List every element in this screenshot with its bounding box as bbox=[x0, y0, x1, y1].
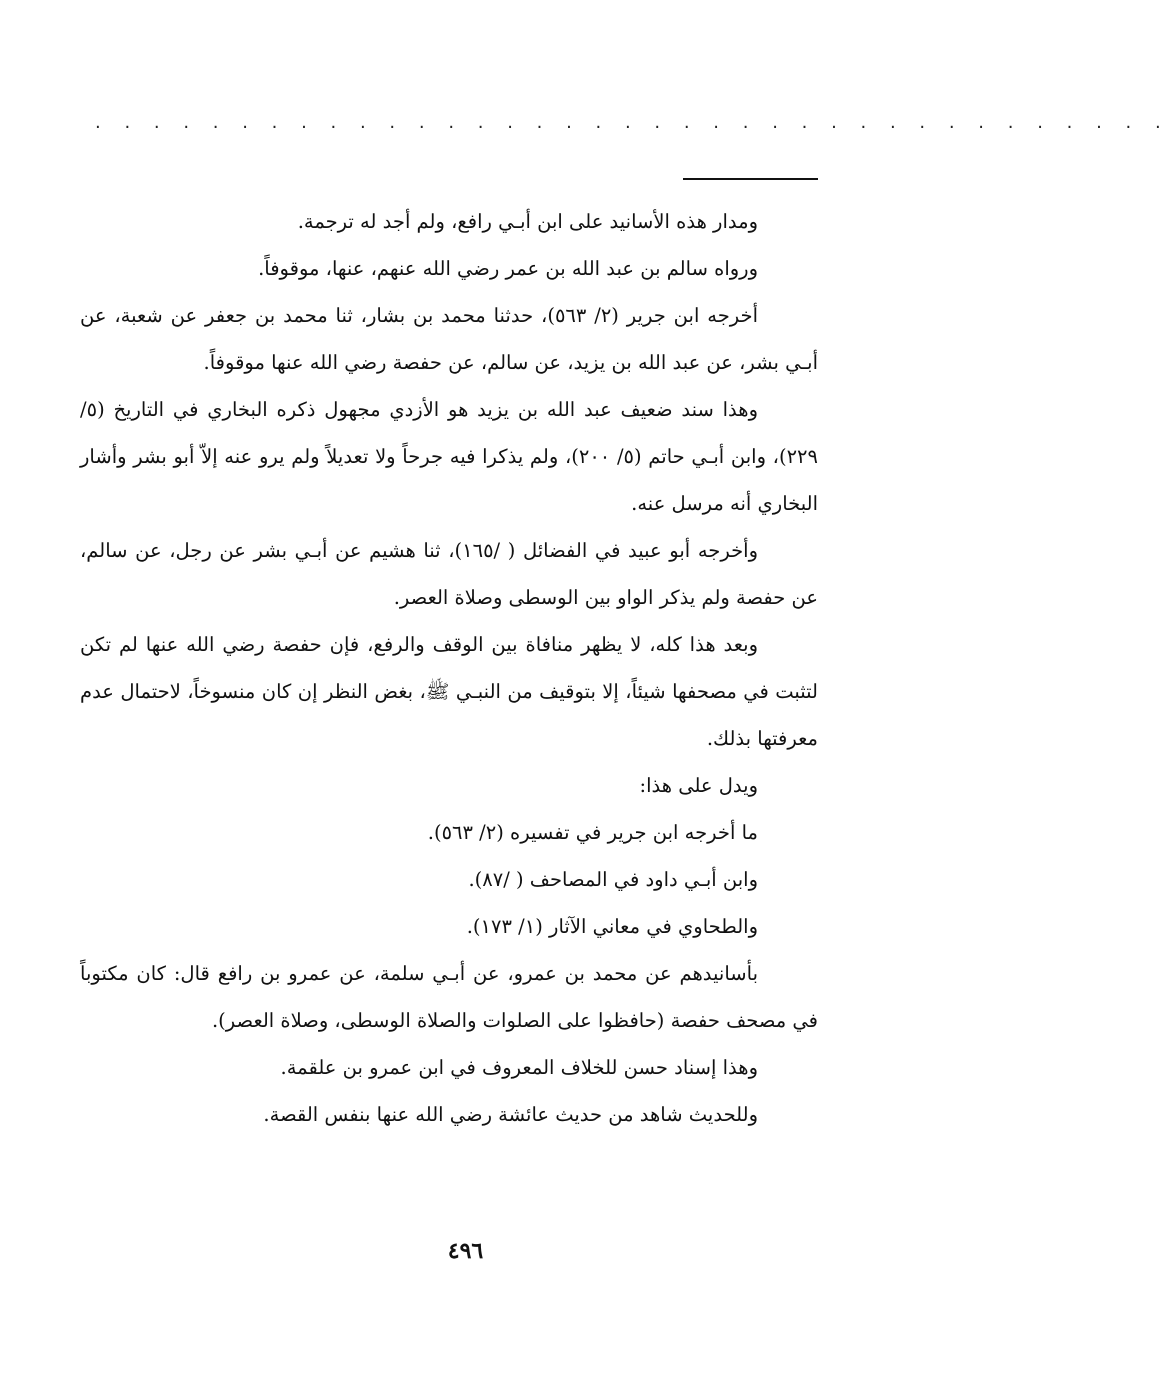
dotted-separator: . . . . . . . . . . . . . . . . . . . . . . . . . . . . . . . . . . . . . bbox=[95, 112, 1170, 133]
paragraph-ibn-jarir: أخرجه ابن جرير (٢/ ٥٦٣)، حدثنا محمد بن بشار، ثنا محمد بن جعفر عن شعبة، عن أبـي بشر، عن عبد الله بن يزيد، عن سالم، عن حفصة رضي الله عنها موقوفاً. bbox=[80, 304, 818, 374]
paragraph-isnad-note: ومدار هذه الأسانيد على ابن أبـي رافع، ولم أجد له ترجمة. bbox=[297, 210, 758, 233]
paragraph-abu-ubaid: وأخرجه أبو عبيد في الفضائل ( /١٦٥)، ثنا هشيم عن أبـي بشر عن رجل، عن سالم، عن حفصة ولم يذكر الواو بين الوسطى وصلاة العصر. bbox=[80, 539, 818, 609]
paragraph-aisha-witness: وللحديث شاهد من حديث عائشة رضي الله عنها بنفس القصة. bbox=[263, 1103, 758, 1126]
page-body bbox=[80, 198, 818, 1138]
paragraph-chains: بأسانيدهم عن محمد بن عمرو، عن أبـي سلمة، عن عمرو بن رافع قال: كان مكتوباً في مصحف حفصة (حافظوا على الصلوات والصلاة الوسطى، وصلاة العصر). bbox=[80, 962, 818, 1032]
paragraph-source-masahif: وابن أبـي داود في المصاحف ( /٨٧). bbox=[468, 868, 758, 891]
paragraph-source-tahawi: والطحاوي في معاني الآثار (١/ ١٧٣). bbox=[466, 915, 758, 938]
paragraph-salim-narration: ورواه سالم بن عبد الله بن عمر رضي الله عنهم، عنها، موقوفاً. bbox=[258, 257, 758, 280]
footnote-rule bbox=[683, 178, 818, 180]
page-number: ٤٩٦ bbox=[447, 1238, 484, 1264]
paragraph-source-tafsir: ما أخرجه ابن جرير في تفسيره (٢/ ٥٦٣). bbox=[427, 821, 758, 844]
paragraph-conclusion: وبعد هذا كله، لا يظهر منافاة بين الوقف والرفع، فإن حفصة رضي الله عنها لم تكن لتثبت في مصحفها شيئاً، إلا بتوقيف من النبـي ﷺ، بغض النظر إن كان منسوخاً، لاحتمال عدم معرفتها بذلك. bbox=[80, 633, 818, 750]
paragraph-hasan-isnad: وهذا إسناد حسن للخلاف المعروف في ابن عمرو بن علقمة. bbox=[280, 1056, 758, 1079]
paragraph-evidence-intro: ويدل على هذا: bbox=[639, 774, 758, 797]
paragraph-weak-chain: وهذا سند ضعيف عبد الله بن يزيد هو الأزدي مجهول ذكره البخاري في التاريخ (٥/ ٢٢٩)، وابن أبـي حاتم (٥/ ٢٠٠)، ولم يذكرا فيه جرحاً ولا تعديلاً ولم يرو عنه إلاّ أبو بشر وأشار البخاري أنه مرسل عنه. bbox=[80, 398, 818, 515]
